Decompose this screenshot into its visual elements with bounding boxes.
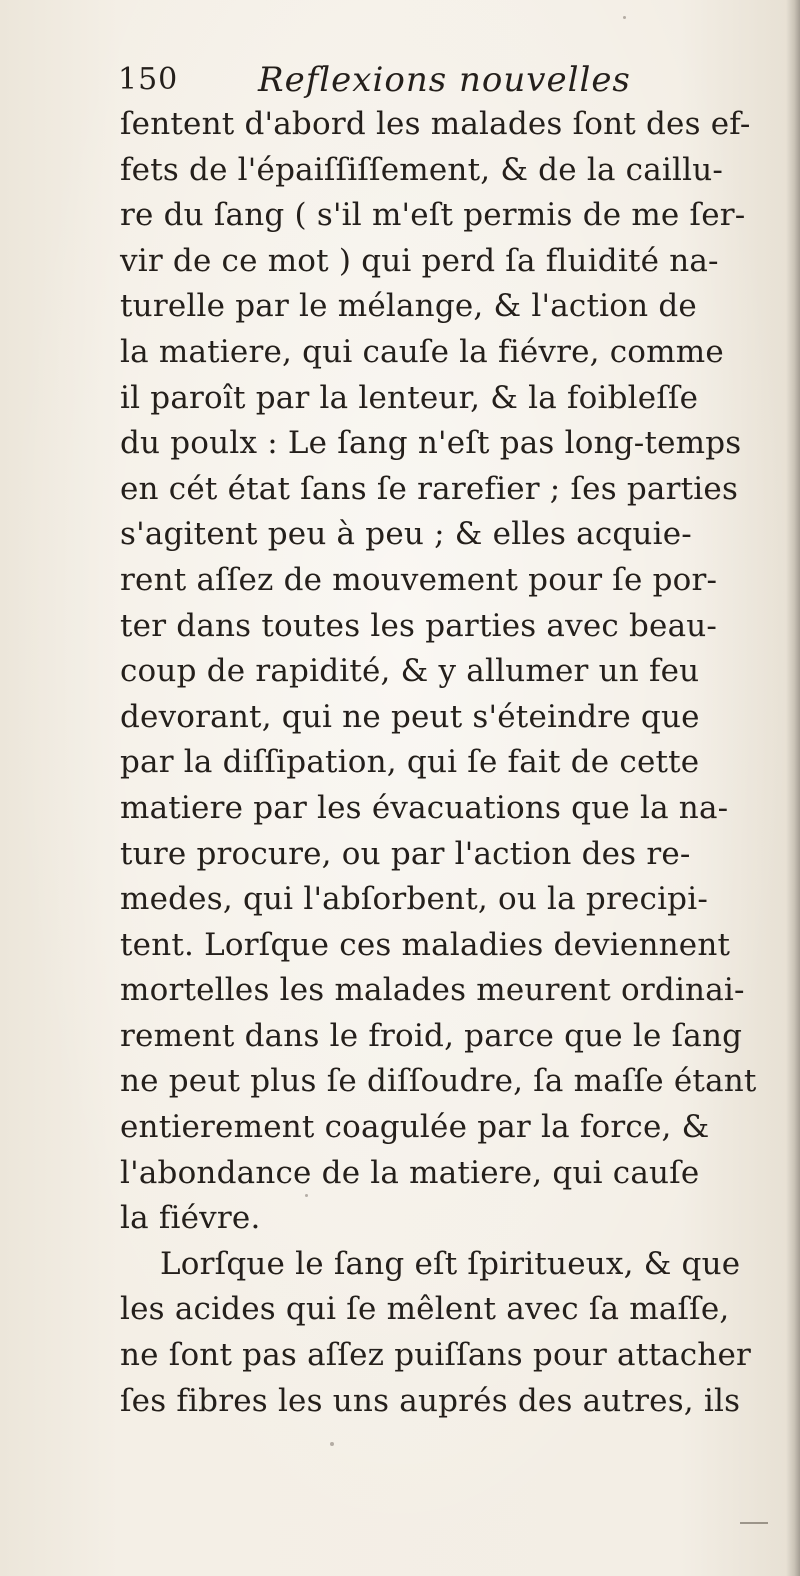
text-line: ne peut plus ſe diſſoudre, ſa maſſe étant xyxy=(120,1063,757,1100)
page-number: 150 xyxy=(118,62,179,97)
running-title: Reflexions nouvelles xyxy=(258,60,631,100)
body-text xyxy=(120,102,790,1424)
text-line: ter dans toutes les parties avec beau- xyxy=(120,607,718,644)
text-line: par la diſſipation, qui ſe fait de cette xyxy=(120,744,700,781)
text-line: entierement coagulée par la force, & xyxy=(120,1109,710,1146)
text-line: s'agitent peu à peu ; & elles acquie- xyxy=(120,516,692,553)
paragraph-start-line: Lorſque le ſang eſt ſpiritueux, & que xyxy=(160,1245,741,1282)
text-line: en cét état ſans ſe rarefier ; ſes parties xyxy=(120,470,739,507)
text-line: fets de l'épaiſſiſſement, & de la caillu- xyxy=(120,151,724,188)
text-line: turelle par le mélange, & l'action de xyxy=(120,288,697,325)
paper-speck xyxy=(330,1442,334,1446)
paper-mark xyxy=(740,1522,768,1524)
text-line: la matiere, qui cauſe la fiévre, comme xyxy=(120,333,724,370)
text-line: vir de ce mot ) qui perd ſa fluidité na- xyxy=(120,242,719,279)
text-line: il paroît par la lenteur, & la foibleſſe xyxy=(120,379,699,416)
text-line: matiere par les évacuations que la na- xyxy=(120,789,729,826)
text-line: ſentent d'abord les malades ſont des ef- xyxy=(120,106,751,142)
text-line: du poulx : Le ſang n'eſt pas long-temps xyxy=(120,425,742,462)
text-line: medes, qui l'abſorbent, ou la precipi- xyxy=(120,881,709,918)
text-line: re du ſang ( s'il m'eſt permis de me ſer- xyxy=(120,197,746,234)
text-line: tent. Lorſque ces maladies deviennent xyxy=(120,926,731,963)
text-line: la fiévre. xyxy=(120,1200,261,1237)
text-line: l'abondance de la matiere, qui cauſe xyxy=(120,1154,700,1191)
paper-speck xyxy=(305,1194,308,1197)
text-line: ne ſont pas aſſez puiſſans pour attacher xyxy=(120,1337,752,1374)
paper-speck xyxy=(623,16,626,19)
text-line: coup de rapidité, & y allumer un feu xyxy=(120,653,700,690)
text-line: ture procure, ou par l'action des re- xyxy=(120,835,691,872)
text-line: les acides qui ſe mêlent avec ſa maſſe, xyxy=(120,1291,730,1328)
text-line: rement dans le froid, parce que le ſang xyxy=(120,1017,743,1054)
text-line: ſes fibres les uns auprés des autres, ils xyxy=(120,1382,741,1419)
page-header xyxy=(118,60,778,108)
text-line: devorant, qui ne peut s'éteindre que xyxy=(120,698,700,735)
text-line: rent aſſez de mouvement pour ſe por- xyxy=(120,561,718,598)
text-line: mortelles les malades meurent ordinai- xyxy=(120,972,745,1009)
